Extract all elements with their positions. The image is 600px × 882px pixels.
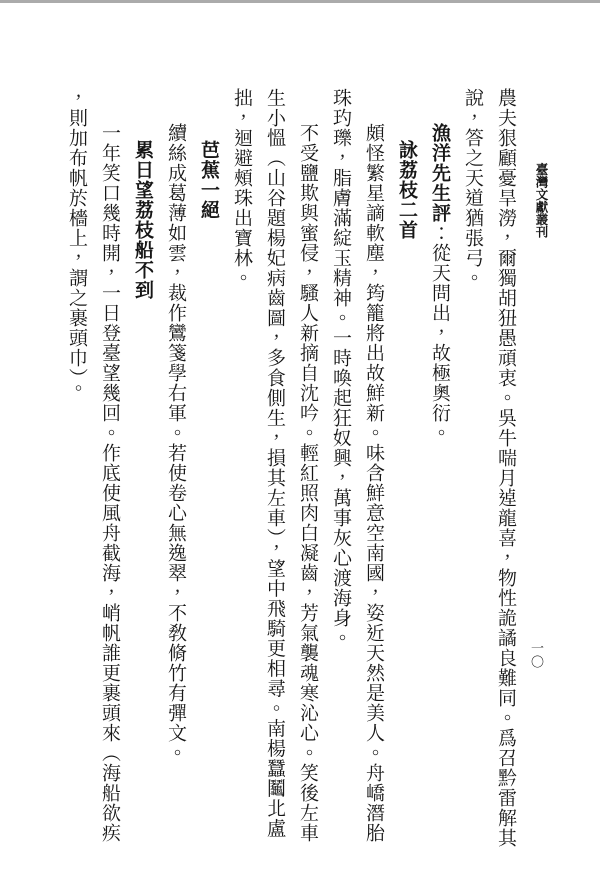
poem-text-column: 頗怪繁星謫軟塵，筠籠將出故鮮新。味含鮮意空南國，姿近天然是美人。舟嶠潛胎 [363,123,384,843]
poem-text-column: 農夫狠顧憂旱澇，爾獨胡狃愚頑衷。吳牛喘月逴龍喜，物性詭譎良難同。爲召黔雷解其 [495,88,516,848]
commentary-text: ：從天問出，故極奧衍。 [429,223,450,443]
poem-text-column: 生小慍（山谷題楊妃病齒圖，多食側生，損其左車），望中飛騎更相尋。南楊蠶鬮北盧 [264,88,285,839]
series-title: 臺灣文獻叢刊 [534,163,548,238]
poem-text-column: 拙，迴避頰珠出寶林。 [231,88,252,288]
commentator-name: 漁洋先生評 [429,123,450,223]
text-columns [53,88,515,882]
poem-text-column: 珠玓瓅，脂膚滿綻玉精神。一時喚起狂奴興，萬事灰心渡海身。 [330,88,351,648]
poem-text-column: 續絲成葛薄如雲，裁作鸞箋學右軍。若使卷心無逸翠，不敎脩竹有彈文。 [165,123,186,763]
poem-text-column: 說，答之天道猶張弓。 [462,88,483,288]
poem-title-column: 芭蕉一絕 [198,140,219,220]
scan-edge-strip [0,0,600,3]
poem-text-column: 不受鹽欺與蜜侵，騷人新摘自沈吟。輕紅照肉白凝齒，芳氣襲魂寒沁心。笑後左車 [297,123,318,843]
poem-title-column: 累日望荔枝船不到 [132,140,153,300]
poem-text-column: 一年笑口幾時開，一日登臺望幾回。作底使風舟截海，峭帆誰更裹頭來（海船欲疾 [99,123,120,843]
page-number: 一〇 [529,641,544,669]
commentary-column [430,88,449,882]
poem-title-column: 詠荔枝二首 [396,140,417,240]
poem-text-column: ，則加布帆於檣上，謂之裹頭巾）。 [66,88,87,399]
